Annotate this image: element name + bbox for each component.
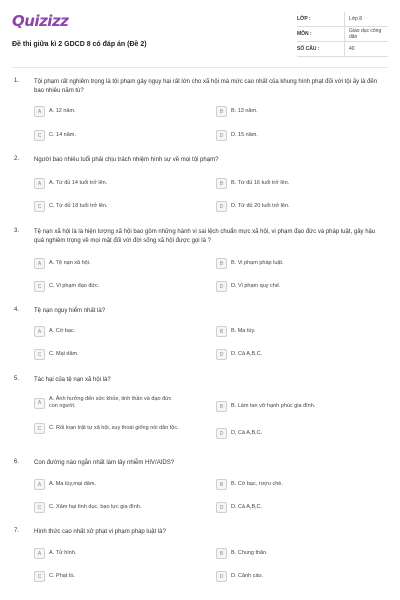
question-text: Tệ nạn xã hội là là hiện tượng xã hội bao gồm những hành vi sai lệch chuẩn mực xã hội, vi phạm đạo đức và pháp luật, gây hậu quả nghiêm trọng về mọi mặt đối với đời sống xã hội được gọi là ? — [34, 229, 376, 244]
option-letter: A — [34, 326, 45, 337]
option-letter: D — [216, 571, 227, 582]
option-text: D. Cả A,B,C. — [231, 351, 263, 357]
option-a[interactable] — [34, 396, 179, 410]
option-text: A. Cờ bạc. — [49, 328, 76, 334]
option-d[interactable] — [216, 201, 361, 212]
meta-value: Giáo dục công dân — [344, 27, 388, 41]
option-text: C. Rối loạn trật tự xã hội, suy thoái giống nòi dân tộc. — [49, 425, 179, 431]
option-letter: A — [34, 548, 45, 559]
option-text: A. Ma túy,mại dâm. — [49, 481, 96, 487]
option-letter: D — [216, 428, 227, 439]
option-text: B. Cờ bạc, rượu chè. — [231, 481, 283, 487]
option-letter: A — [34, 178, 45, 189]
option-b[interactable] — [216, 178, 361, 189]
option-letter: B — [216, 106, 227, 117]
question-number: 7. — [14, 528, 20, 534]
option-d[interactable] — [216, 502, 361, 513]
option-text: A. Tệ nạn xã hội. — [49, 260, 91, 266]
option-b[interactable] — [216, 106, 361, 117]
question-number: 4. — [14, 307, 20, 313]
option-text: A. Từ đủ 14 tuổi trở lên. — [49, 180, 108, 186]
option-text: D. Cảnh cáo. — [231, 573, 264, 579]
meta-key: MÔN : — [297, 31, 312, 37]
option-text: A. Ảnh hưởng đến sức khỏe, tinh thần và đạo đức con người. — [49, 396, 172, 409]
quizizz-logo: Quizizz — [12, 12, 69, 30]
meta-key: LỚP : — [297, 16, 311, 22]
option-b[interactable] — [216, 548, 361, 559]
option-d[interactable] — [216, 349, 361, 360]
option-d[interactable] — [216, 428, 361, 439]
option-b[interactable] — [216, 258, 361, 269]
option-b[interactable] — [216, 479, 361, 490]
header-divider — [12, 67, 388, 68]
option-text: C. 14 năm. — [49, 132, 76, 138]
option-d[interactable] — [216, 571, 361, 582]
option-c[interactable] — [34, 423, 179, 434]
meta-row-class — [297, 12, 388, 27]
meta-value: 40 — [344, 42, 388, 56]
question-text: Con đường nào ngắn nhất làm lây nhiễm HIV/AIDS? — [34, 460, 175, 466]
option-letter: D — [216, 201, 227, 212]
option-c[interactable] — [34, 130, 179, 141]
question-text: Hình thức cao nhất xử phạt vi phạm pháp luật là? — [34, 529, 166, 535]
option-text: B. Từ đủ 16 tuổi trở lên. — [231, 180, 290, 186]
question-number: 3. — [14, 228, 20, 234]
option-letter: A — [34, 258, 45, 269]
option-a[interactable] — [34, 479, 179, 490]
meta-table — [297, 12, 388, 57]
option-a[interactable] — [34, 326, 179, 337]
option-letter: C — [34, 423, 45, 434]
question-text: Người bao nhiêu tuổi phải chịu trách nhiệm hình sự về mọi tội phạm? — [34, 157, 219, 163]
option-c[interactable] — [34, 201, 179, 212]
option-letter: C — [34, 201, 45, 212]
option-a[interactable] — [34, 106, 179, 117]
option-text: C. Từ đủ 18 tuổi trở lên. — [49, 203, 108, 209]
option-text: C. Vi phạm đạo đức. — [49, 283, 100, 289]
option-a[interactable] — [34, 548, 179, 559]
option-text: C. Xăm hại tình dục, bạo lực gia đình. — [49, 504, 142, 510]
option-letter: D — [216, 502, 227, 513]
meta-value: Lớp 8 — [344, 12, 388, 26]
option-text: C. Mại dâm. — [49, 351, 79, 357]
meta-row-count — [297, 42, 388, 57]
option-text: B. Chung thân. — [231, 550, 268, 556]
option-letter: A — [34, 106, 45, 117]
option-text: B. Ma túy. — [231, 328, 256, 334]
option-text: D. Từ đủ 20 tuổi trở lên. — [231, 203, 290, 209]
option-letter: D — [216, 349, 227, 360]
option-a[interactable] — [34, 178, 179, 189]
question-number: 6. — [14, 459, 20, 465]
option-c[interactable] — [34, 281, 179, 292]
option-text: B. Làm tan vỡ hạnh phúc gia đình. — [231, 403, 316, 409]
option-text: A. 12 năm. — [49, 108, 76, 114]
option-text: D. 15 năm. — [231, 132, 258, 138]
header — [12, 10, 388, 62]
option-text: B. Vi phạm pháp luật. — [231, 260, 284, 266]
option-c[interactable] — [34, 571, 179, 582]
option-text: B. 13 năm. — [231, 108, 258, 114]
option-letter: B — [216, 479, 227, 490]
option-text: D. Vi phạm quy chế. — [231, 283, 281, 289]
question-text: Tội phạm rất nghiêm trọng là tội phạm gây nguy hại rất lớn cho xã hội mà mức cao nhất của khung hình phạt đối với tội ấy là đến bao nhiêu năm tù? — [34, 79, 378, 94]
option-letter: B — [216, 401, 227, 412]
option-text: C. Phạt tù. — [49, 573, 75, 579]
option-letter: C — [34, 130, 45, 141]
option-letter: A — [34, 398, 45, 409]
option-a[interactable] — [34, 258, 179, 269]
option-d[interactable] — [216, 281, 361, 292]
option-text: D. Cả A,B,C. — [231, 504, 263, 510]
option-d[interactable] — [216, 130, 361, 141]
option-letter: C — [34, 281, 45, 292]
meta-key: SỐ CÂU : — [297, 46, 320, 52]
question-number: 5. — [14, 376, 20, 382]
option-letter: B — [216, 258, 227, 269]
option-c[interactable] — [34, 349, 179, 360]
option-letter: B — [216, 548, 227, 559]
option-c[interactable] — [34, 502, 179, 513]
option-letter: B — [216, 326, 227, 337]
option-letter: C — [34, 502, 45, 513]
option-letter: C — [34, 571, 45, 582]
question-text: Tệ nạn nguy hiểm nhất là? — [34, 308, 106, 314]
option-b[interactable] — [216, 326, 361, 337]
option-text: D. Cả A,B,C. — [231, 430, 263, 436]
question-text: Tác hại của tệ nạn xã hội là? — [34, 377, 111, 383]
option-letter: D — [216, 130, 227, 141]
option-letter: A — [34, 479, 45, 490]
option-text: A. Tử hình. — [49, 550, 77, 556]
option-letter: B — [216, 178, 227, 189]
option-b[interactable] — [216, 401, 361, 412]
question-number: 1. — [14, 78, 20, 84]
page-title: Đề thi giữa kì 2 GDCD 8 có đáp án (Đề 2) — [12, 41, 147, 48]
option-letter: D — [216, 281, 227, 292]
question-number: 2. — [14, 156, 20, 162]
meta-row-subject — [297, 27, 388, 42]
option-letter: C — [34, 349, 45, 360]
